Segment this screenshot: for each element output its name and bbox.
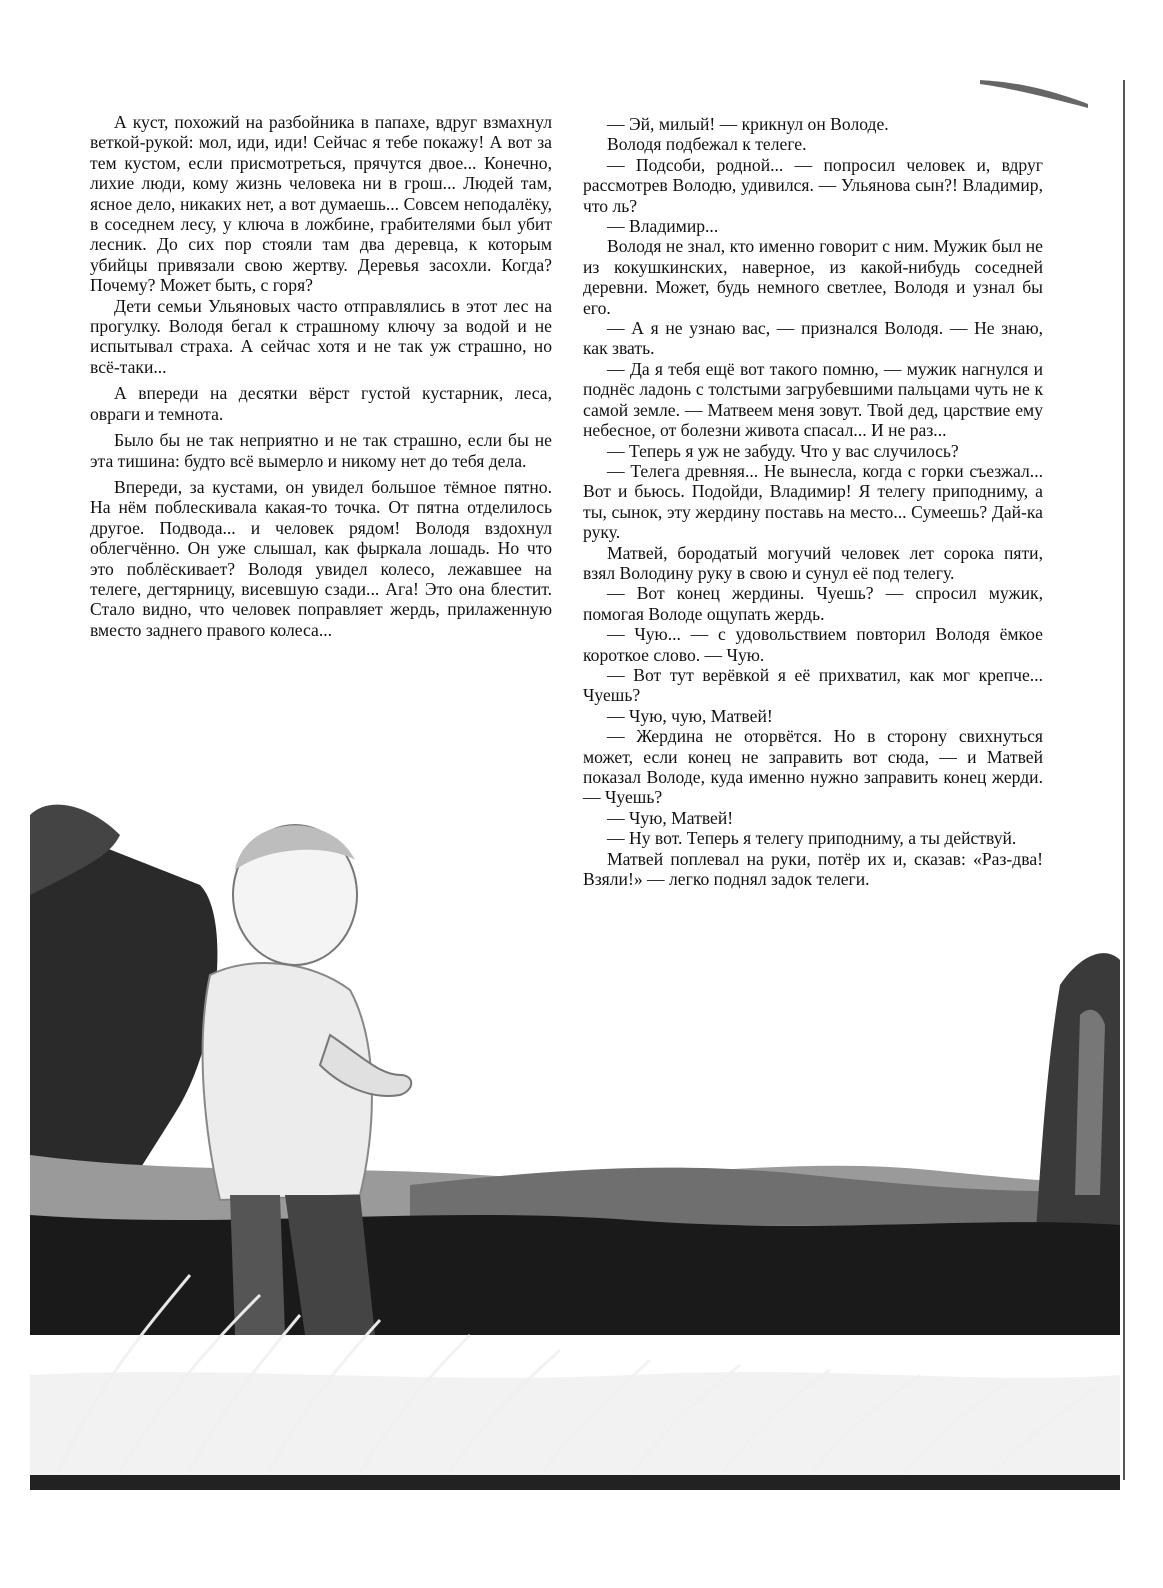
page-edge-line: [1123, 80, 1133, 1480]
text-column-left: [90, 112, 552, 640]
paragraph: Матвей поплевал на руки, потёр их и, сказав: «Раз-два! Взяли!» — легко поднял задок телеги.: [583, 848, 1043, 890]
paragraph: — Теперь я уж не забуду. Что у вас случилось?: [607, 440, 959, 461]
paragraph: Дети семьи Ульяновых часто отправлялись в этот лес на прогулку. Володя бегал к страшному ключу за водой и не испытывал страха. А сейчас хотя и не так уж страшно, но всё-таки...: [90, 295, 552, 377]
paragraph: — Чую, чую, Матвей!: [607, 705, 773, 726]
paragraph: — Владимир...: [607, 216, 719, 237]
paragraph: А куст, похожий на разбойника в папахе, вдруг взмахнул веткой-рукой: мол, иди, иди! Сейчас я тебе покажу! А вот за тем кустом, если присмотреться, прячутся двое... Конечно, лихие люди, кому жизнь человека ни в грош... Людей там, ясное дело, никаких нет, а вот думаешь... Совсем неподалёку, в соседнем лесу, у ключа в ложбине, грабителями был убит лесник. До сих пор стояли там два деревца, к которым убийцы привязали свою жертву. Деревья засохли. Когда? Почему? Может быть, с горя?: [90, 112, 552, 296]
page-corner-smudge: [980, 78, 1090, 108]
paragraph: Было бы не так неприятно и не так страшно, если бы не эта тишина: будто всё вымерло и никому нет до тебя дела.: [90, 430, 552, 471]
paragraph: Володя подбежал к телеге.: [607, 134, 807, 155]
paragraph: А впереди на десятки вёрст густой кустарник, леса, овраги и темнота.: [90, 383, 552, 424]
paragraph: — Да я тебя ещё вот такого помню, — мужик нагнулся и поднёс ладонь с толстыми загрубевшими пальцами чуть не к самой земле. — Матвеем меня зовут. Твой дед, царствие ему небесное, от болезни живота спасал... И не раз...: [583, 358, 1043, 441]
paragraph: Володя не знал, кто именно говорит с ним. Мужик был не из кокушкинских, наверное, из какой-нибудь соседней деревни. Может, будь немного светлее, Володя и узнал бы его.: [583, 236, 1043, 318]
paragraph: — Ну вот. Теперь я телегу приподниму, а ты действуй.: [607, 828, 1017, 849]
paragraph: — Подсоби, родной... — попросил человек и, вдруг рассмотрев Володю, удивился. — Ульянова сын?! Владимир, что ль?: [583, 154, 1043, 216]
paragraph: — Телега древняя... Не вынесла, когда с горки съезжал... Вот и бьюсь. Подойди, Владимир! Я телегу приподниму, а ты, сынок, эту жердину поставь на место... Сумеешь? Дай-ка руку.: [583, 460, 1043, 543]
paragraph: Матвей, бородатый могучий человек лет сорока пяти, взял Володину руку в свою и сунул её под телегу.: [583, 542, 1043, 583]
paragraph: — А я не узнаю вас, — признался Володя. — Не знаю, как звать.: [583, 318, 1043, 359]
paragraph: Впереди, за кустами, он увидел большое тёмное пятно. На нём поблескивала какая-то точка. От пятна отделилось другое. Подвода... и человек рядом! Володя вздохнул облегчённо. Он уже слышал, как фыркала лошадь. Но что это поблёскивает? Володя увидел колесо, лежавшее на телеге, дегтярницу, висевшую сзади... Ага! Это она блестит. Стало видно, что человек поправляет жердь, прилаженную вместо заднего правого колеса...: [90, 476, 552, 640]
paragraph: — Эй, милый! — крикнул он Володе.: [607, 114, 889, 134]
paragraph: — Чую, Матвей!: [607, 807, 734, 828]
paragraph: — Жердина не оторвётся. Но в сторону свихнуться может, если конец не заправить вот сюда, — и Матвей показал Володе, куда именно нужно заправить конец жерди. — Чуешь?: [583, 726, 1043, 808]
paragraph: — Вот тут верёвкой я её прихватил, как мог крепче... Чуешь?: [583, 664, 1043, 706]
paragraph: — Чую... — с удовольствием повторил Володя ёмкое короткое слово. — Чую.: [583, 624, 1043, 665]
illustration-boy-running-in-field: [30, 775, 1120, 1490]
paragraph: — Вот конец жердины. Чуешь? — спросил мужик, помогая Володе ощупать жердь.: [583, 583, 1043, 624]
text-column-right: [583, 114, 1043, 889]
